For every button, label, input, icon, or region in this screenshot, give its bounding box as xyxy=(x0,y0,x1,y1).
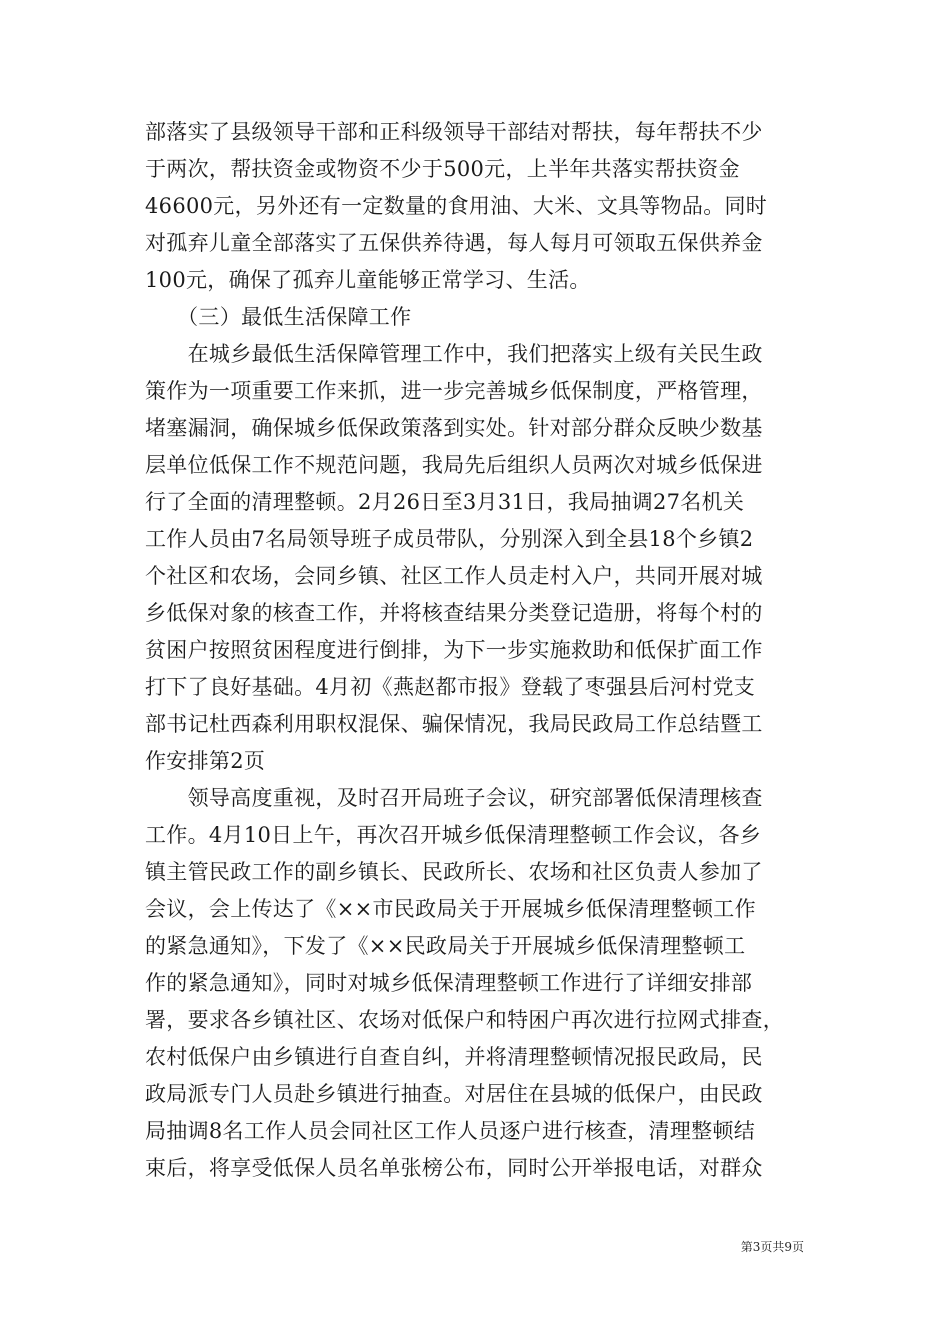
section-heading: （三）最低生活保障工作 xyxy=(145,305,412,329)
text-line: 部书记杜西森利用职权混保、骗保情况，我局民政局工作总结暨工 xyxy=(145,712,763,736)
text-line: 策作为一项重要工作来抓，进一步完善城乡低保制度，严格管理， xyxy=(145,379,763,403)
text-line: 作安排第2页 xyxy=(145,749,266,773)
text-line: 100元，确保了孤弃儿童能够正常学习、生活。 xyxy=(145,268,591,292)
text-line: 乡低保对象的核查工作，并将核查结果分类登记造册，将每个村的 xyxy=(145,601,763,625)
text-line: 堵塞漏洞，确保城乡低保政策落到实处。针对部分群众反映少数基 xyxy=(145,416,763,440)
text-line: 对孤弃儿童全部落实了五保供养待遇，每人每月可领取五保供养金 xyxy=(145,231,763,255)
text-line: 工作。4月10日上午，再次召开城乡低保清理整顿工作会议，各乡 xyxy=(145,823,762,847)
text-line: 部落实了县级领导干部和正科级领导干部结对帮扶，每年帮扶不少 xyxy=(145,120,763,144)
text-line: 工作人员由7名局领导班子成员带队，分别深入到全县18个乡镇2 xyxy=(145,527,754,551)
text-line: 束后，将享受低保人员名单张榜公布，同时公开举报电话，对群众 xyxy=(145,1156,763,1180)
text-line: 打下了良好基础。4月初《燕赵都市报》登载了枣强县后河村党支 xyxy=(145,675,756,699)
text-line: 贫困户按照贫困程度进行倒排，为下一步实施救助和低保扩面工作 xyxy=(145,638,763,662)
text-line: 农村低保户由乡镇进行自查自纠，并将清理整顿情况报民政局，民 xyxy=(145,1045,763,1069)
text-line: 46600元，另外还有一定数量的食用油、大米、文具等物品。同时 xyxy=(145,194,768,218)
text-line: 会议，会上传达了《××市民政局关于开展城乡低保清理整顿工作 xyxy=(145,897,756,921)
body-text xyxy=(145,114,813,1187)
text-line: 作的紧急通知》，同时对城乡低保清理整顿工作进行了详细安排部 xyxy=(145,971,753,995)
text-line: 的紧急通知》，下发了《××民政局关于开展城乡低保清理整顿工 xyxy=(145,934,746,958)
text-line: 领导高度重视，及时召开局班子会议，研究部署低保清理核查 xyxy=(145,786,763,810)
text-line: 行了全面的清理整顿。2月26日至3月31日，我局抽调27名机关 xyxy=(145,490,745,514)
text-line: 镇主管民政工作的副乡镇长、民政所长、农场和社区负责人参加了 xyxy=(145,860,763,884)
text-line: 政局派专门人员赴乡镇进行抽查。对居住在县城的低保户，由民政 xyxy=(145,1082,763,1106)
text-line: 个社区和农场，会同乡镇、社区工作人员走村入户，共同开展对城 xyxy=(145,564,763,588)
page-number-footer: 第3页共9页 xyxy=(740,1240,804,1254)
text-line: 署，要求各乡镇社区、农场对低保户和特困户再次进行拉网式排查， xyxy=(145,1008,784,1032)
text-line: 局抽调8名工作人员会同社区工作人员逐户进行核查，清理整顿结 xyxy=(145,1119,756,1143)
text-line: 于两次，帮扶资金或物资不少于500元，上半年共落实帮扶资金 xyxy=(145,157,740,181)
text-line: 层单位低保工作不规范问题，我局先后组织人员两次对城乡低保进 xyxy=(145,453,763,477)
text-line: 在城乡最低生活保障管理工作中，我们把落实上级有关民生政 xyxy=(145,342,763,366)
